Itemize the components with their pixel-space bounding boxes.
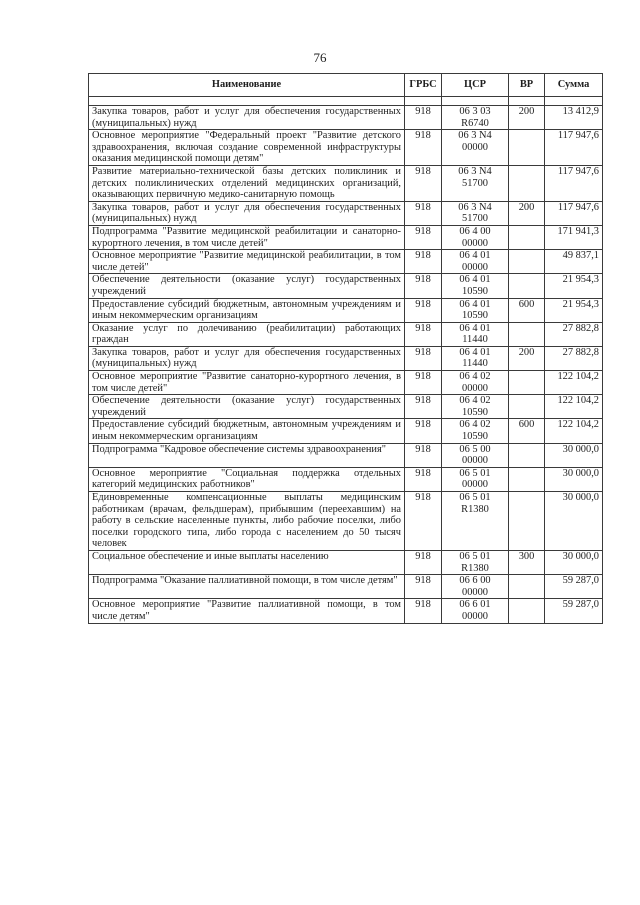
row-csr-line-2: 00000 [462,479,488,491]
table-row [89,443,603,467]
row-csr-cell [442,322,509,346]
row-sum-cell: 49 837,1 [545,250,603,274]
table-row [89,130,603,166]
row-grbs-cell: 918 [405,201,442,225]
table-row [89,395,603,419]
table-row [89,346,603,370]
table-row [89,371,603,395]
row-name-cell: Предоставление субсидий бюджетным, автономным учреждениям и иным некоммерческим организациям [89,419,405,443]
row-csr-cell [442,106,509,130]
row-name-cell: Основное мероприятие "Развитие паллиативной помощи, в том числе детям" [89,599,405,623]
row-sum-cell: 30 000,0 [545,492,603,551]
row-grbs-cell: 918 [405,419,442,443]
header-grbs: ГРБС [405,74,442,97]
row-csr-line-1: 06 3 N4 [458,130,492,142]
row-csr-cell [442,419,509,443]
row-csr-cell [442,346,509,370]
spacer-row [89,97,603,106]
row-csr-cell [442,599,509,623]
row-csr-line-2: 51700 [462,177,488,189]
row-grbs-cell: 918 [405,467,442,491]
table-row [89,106,603,130]
row-sum-cell: 122 104,2 [545,419,603,443]
row-csr-cell [442,130,509,166]
row-vr-cell: 200 [509,201,545,225]
row-sum-cell: 30 000,0 [545,467,603,491]
row-csr-line-1: 06 4 02 [459,419,491,431]
row-csr-line-2: 51700 [462,213,488,225]
row-csr-line-2: 00000 [462,237,488,249]
row-vr-cell [509,225,545,249]
row-vr-cell [509,250,545,274]
row-name-cell: Основное мероприятие "Федеральный проект "Развитие детского здравоохранения, включая создание современной инфраструктуры оказания медицинской помощи детям" [89,130,405,166]
row-csr-line-2: 00000 [462,382,488,394]
row-csr-line-1: 06 5 01 [459,550,491,562]
row-grbs-cell: 918 [405,250,442,274]
row-csr-line-1: 06 4 01 [459,298,491,310]
row-name-cell: Обеспечение деятельности (оказание услуг) государственных учреждений [89,274,405,298]
row-csr-line-2: R6740 [461,117,489,129]
row-grbs-cell: 918 [405,492,442,551]
table-row [89,298,603,322]
table-row [89,550,603,574]
row-grbs-cell: 918 [405,225,442,249]
row-name-cell: Закупка товаров, работ и услуг для обеспечения государственных (муниципальных) нужд [89,201,405,225]
budget-table [88,73,603,624]
row-csr-line-2: 10590 [462,406,488,418]
row-csr-cell [442,395,509,419]
row-csr-cell [442,298,509,322]
row-sum-cell: 117 947,6 [545,130,603,166]
row-sum-cell: 59 287,0 [545,599,603,623]
row-sum-cell: 171 941,3 [545,225,603,249]
table-row [89,250,603,274]
row-name-cell: Подпрограмма "Развитие медицинской реабилитации и санаторно-курортного лечения, в том числе детей" [89,225,405,249]
table-row [89,599,603,623]
row-csr-line-2: 00000 [462,141,488,153]
row-grbs-cell: 918 [405,346,442,370]
row-grbs-cell: 918 [405,371,442,395]
row-csr-line-1: 06 3 N4 [458,201,492,213]
row-csr-cell [442,443,509,467]
row-csr-line-2: 00000 [462,610,488,622]
row-grbs-cell: 918 [405,550,442,574]
row-vr-cell: 600 [509,419,545,443]
row-name-cell: Закупка товаров, работ и услуг для обеспечения государственных (муниципальных) нужд [89,106,405,130]
row-grbs-cell: 918 [405,106,442,130]
row-sum-cell: 13 412,9 [545,106,603,130]
table-row [89,419,603,443]
table-row [89,467,603,491]
table-row [89,201,603,225]
row-name-cell: Подпрограмма "Кадровое обеспечение системы здравоохранения" [89,443,405,467]
row-vr-cell [509,395,545,419]
header-vr: ВР [509,74,545,97]
row-grbs-cell: 918 [405,443,442,467]
row-sum-cell: 30 000,0 [545,550,603,574]
row-sum-cell: 30 000,0 [545,443,603,467]
row-name-cell: Обеспечение деятельности (оказание услуг) государственных учреждений [89,395,405,419]
row-vr-cell: 200 [509,346,545,370]
table-row [89,225,603,249]
row-name-cell: Закупка товаров, работ и услуг для обеспечения государственных (муниципальных) нужд [89,346,405,370]
row-csr-line-2: 11440 [462,358,488,370]
row-csr-line-1: 06 6 01 [459,599,491,611]
row-csr-line-1: 06 5 00 [459,443,491,455]
row-sum-cell: 27 882,8 [545,346,603,370]
row-csr-line-2: 10590 [462,310,488,322]
row-csr-line-2: 00000 [462,586,488,598]
row-csr-line-1: 06 4 01 [459,250,491,262]
row-vr-cell: 200 [509,106,545,130]
row-csr-cell [442,225,509,249]
row-vr-cell [509,274,545,298]
row-csr-cell [442,201,509,225]
row-name-cell: Оказание услуг по долечиванию (реабилитации) работающих граждан [89,322,405,346]
row-vr-cell: 300 [509,550,545,574]
row-sum-cell: 117 947,6 [545,165,603,201]
row-name-cell: Основное мероприятие "Социальная поддержка отдельных категорий медицинских работников" [89,467,405,491]
row-csr-cell [442,467,509,491]
row-csr-line-1: 06 5 01 [459,467,491,479]
row-vr-cell [509,322,545,346]
row-grbs-cell: 918 [405,575,442,599]
table-body [89,97,603,624]
row-grbs-cell: 918 [405,599,442,623]
row-grbs-cell: 918 [405,395,442,419]
row-vr-cell [509,130,545,166]
row-csr-cell [442,274,509,298]
row-csr-line-1: 06 3 03 [459,106,491,117]
row-name-cell: Социальное обеспечение и иные выплаты населению [89,550,405,574]
row-sum-cell: 27 882,8 [545,322,603,346]
row-csr-cell [442,250,509,274]
row-sum-cell: 59 287,0 [545,575,603,599]
row-csr-line-1: 06 4 01 [459,274,491,286]
row-csr-line-2: 10590 [462,285,488,297]
row-csr-line-1: 06 6 00 [459,575,491,587]
table-row [89,274,603,298]
header-csr: ЦСР [442,74,509,97]
row-grbs-cell: 918 [405,322,442,346]
row-csr-line-2: R1380 [461,562,489,574]
row-csr-cell [442,165,509,201]
row-csr-line-1: 06 3 N4 [458,165,492,177]
row-name-cell: Развитие материально-технической базы детских поликлиник и детских поликлинических отделений медицинских организаций, оказывающих первичную медико-санитарную помощь [89,165,405,201]
table-header-row [89,74,603,97]
row-csr-line-2: 00000 [462,261,488,273]
row-vr-cell [509,443,545,467]
row-csr-line-2: 11440 [462,334,488,346]
row-csr-line-1: 06 4 00 [459,225,491,237]
row-sum-cell: 117 947,6 [545,201,603,225]
table-row [89,322,603,346]
row-vr-cell [509,467,545,491]
row-csr-line-2: 10590 [462,431,488,443]
row-name-cell: Подпрограмма "Оказание паллиативной помощи, в том числе детям" [89,575,405,599]
row-name-cell: Предоставление субсидий бюджетным, автономным учреждениям и иным некоммерческим организациям [89,298,405,322]
row-csr-line-1: 06 4 01 [459,322,491,334]
row-sum-cell: 21 954,3 [545,298,603,322]
row-sum-cell: 122 104,2 [545,371,603,395]
row-vr-cell [509,165,545,201]
row-vr-cell [509,575,545,599]
row-csr-line-2: R1380 [461,503,489,515]
row-vr-cell [509,371,545,395]
row-name-cell: Единовременные компенсационные выплаты медицинским работникам (врачам, фельдшерам), прибывшим (переехавшим) на работу в сельские населенные пункты, либо рабочие поселки, либо поселки городского типа, либо города с населением до 50 тысяч человек [89,492,405,551]
row-csr-cell [442,492,509,551]
row-csr-cell [442,550,509,574]
row-name-cell: Основное мероприятие "Развитие медицинской реабилитации, в том числе детей" [89,250,405,274]
row-grbs-cell: 918 [405,165,442,201]
row-grbs-cell: 918 [405,298,442,322]
row-csr-cell [442,371,509,395]
row-csr-line-1: 06 4 01 [459,346,491,358]
row-csr-line-2: 00000 [462,455,488,467]
row-sum-cell: 21 954,3 [545,274,603,298]
header-sum: Сумма [545,74,603,97]
row-csr-cell [442,575,509,599]
row-vr-cell: 600 [509,298,545,322]
table-row [89,575,603,599]
row-grbs-cell: 918 [405,274,442,298]
page-number: 76 [313,50,327,65]
row-name-cell: Основное мероприятие "Развитие санаторно-курортного лечения, в том числе детей" [89,371,405,395]
row-csr-line-1: 06 5 01 [459,492,491,503]
table-row [89,492,603,551]
row-vr-cell [509,492,545,551]
table-row [89,165,603,201]
row-csr-line-1: 06 4 02 [459,395,491,407]
row-grbs-cell: 918 [405,130,442,166]
row-csr-line-1: 06 4 02 [459,371,491,383]
row-sum-cell: 122 104,2 [545,395,603,419]
header-name: Наименование [89,74,405,97]
row-vr-cell [509,599,545,623]
